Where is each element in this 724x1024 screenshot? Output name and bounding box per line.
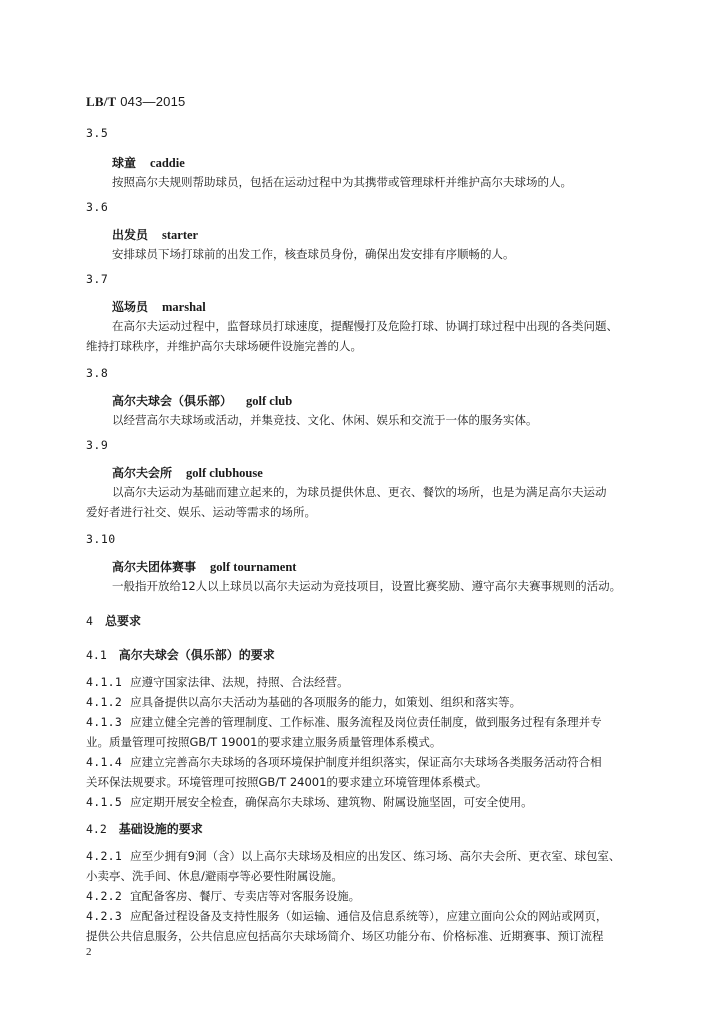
clause-text: 应定期开展安全检查，确保高尔夫球场、建筑物、附属设施坚固，可安全使用。 (130, 795, 533, 809)
term-english: starter (162, 228, 199, 242)
term-chinese: 出发员 (112, 228, 149, 242)
term-definition-line: 以经营高尔夫球场或活动，并集竞技、文化、休闲、娱乐和交流于一体的服务实体。 (112, 413, 538, 427)
clause-text: 应至少拥有9洞（含）以上高尔夫球场及相应的出发区、练习场、高尔夫会所、更衣室、球包室、 (130, 849, 621, 863)
clause-paragraph (86, 712, 602, 732)
subsection-heading (86, 820, 203, 837)
subsection-title: 高尔夫球会（俱乐部）的要求 (118, 648, 275, 662)
clause-number: 4.2.3 (86, 909, 123, 923)
section-title: 总要求 (104, 614, 141, 628)
subsection-number: 4.1 (86, 648, 107, 662)
clause-text: 宜配备客房、餐厅、专卖店等对客服务设施。 (130, 889, 361, 903)
clause-paragraph (86, 886, 360, 906)
term-chinese: 高尔夫团体赛事 (112, 560, 197, 574)
clause-number: 4.1.4 (86, 755, 123, 769)
clause-paragraph (86, 846, 620, 866)
clause-number: 4.2.2 (86, 889, 123, 903)
term-heading (112, 392, 292, 409)
clause-number: 3.10 (86, 532, 116, 546)
clause-number: 4.1.2 (86, 695, 123, 709)
clause-text-continued: 提供公共信息服务，公共信息应包括高尔夫球场简介、场区功能分布、价格标准、近期赛事、预订流程 (86, 929, 604, 943)
standard-header (86, 94, 185, 110)
clause-paragraph (86, 692, 521, 712)
clause-text: 应遵守国家法律、法规，持照、合法经营。 (130, 675, 349, 689)
term-definition-line: 爱好者进行社交、娱乐、运动等需求的场所。 (86, 505, 316, 519)
clause-text: 应建立完善高尔夫球场的各项环境保护制度并组织落实，保证高尔夫球场各类服务活动符合相 (130, 755, 602, 769)
subsection-number: 4.2 (86, 822, 107, 836)
clause-text-continued: 关环保法规要求。环境管理可按照GB/T 24001的要求建立环境管理体系模式。 (86, 775, 488, 789)
clause-number: 4.1.1 (86, 675, 123, 689)
clause-text: 应配备过程设备及支持性服务（如运输、通信及信息系统等），应建立面向公众的网站或网页， (130, 909, 608, 923)
clause-text-continued: 业。质量管理可按照GB/T 19001的要求建立服务质量管理体系模式。 (86, 735, 442, 749)
clause-paragraph (86, 792, 533, 812)
term-definition-line: 维持打球秩序，并维护高尔夫球场硬件设施完善的人。 (86, 339, 362, 353)
term-chinese: 球童 (112, 156, 137, 170)
term-english: golf club (246, 394, 293, 408)
section-heading (86, 612, 141, 629)
clause-number: 3.8 (86, 366, 109, 380)
term-heading (112, 558, 296, 575)
term-chinese: 高尔夫会所 (112, 466, 173, 480)
term-definition-line: 以高尔夫运动为基础而建立起来的，为球员提供休息、更衣、餐饮的场所，也是为满足高尔夫运动 (112, 485, 607, 499)
term-english: marshal (162, 300, 206, 314)
clause-paragraph (86, 906, 607, 926)
term-definition-line: 按照高尔夫规则帮助球员，包括在运动过程中为其携带或管理球杆并维护高尔夫球场的人。 (112, 175, 572, 189)
subsection-heading (86, 646, 275, 663)
clause-text: 应具备提供以高尔夫活动为基础的各项服务的能力，如策划、组织和落实等。 (130, 695, 522, 709)
clause-number: 4.1.5 (86, 795, 123, 809)
subsection-title: 基础设施的要求 (118, 822, 203, 836)
standard-code: 043—2015 (120, 94, 186, 109)
clause-number: 4.2.1 (86, 849, 123, 863)
clause-number: 3.9 (86, 438, 109, 452)
clause-number: 3.6 (86, 200, 109, 214)
term-definition-line: 在高尔夫运动过程中，监督球员打球速度，提醒慢打及危险打球、协调打球过程中出现的各类问题、 (112, 319, 618, 333)
clause-paragraph (86, 672, 349, 692)
clause-number: 4.1.3 (86, 715, 123, 729)
term-english: golf clubhouse (186, 466, 263, 480)
clause-number: 3.5 (86, 126, 109, 140)
term-chinese: 巡场员 (112, 300, 149, 314)
term-definition-line: 安排球员下场打球前的出发工作，核查球员身份，确保出发安排有序顺畅的人。 (112, 247, 515, 261)
term-chinese: 高尔夫球会（俱乐部） (112, 394, 233, 408)
term-definition-line: 一般指开放给12人以上球员以高尔夫运动为竞技项目，设置比赛奖励、遵守高尔夫赛事规则的活动。 (112, 579, 622, 593)
standard-prefix: LB/T (86, 94, 117, 109)
term-heading (112, 464, 263, 481)
clause-text: 应建立健全完善的管理制度、工作标准、服务流程及岗位责任制度，做到服务过程有条理并专 (130, 715, 602, 729)
term-heading (112, 226, 198, 243)
clause-text-continued: 小卖亭、洗手间、休息/避雨亭等必要性附属设施。 (86, 869, 343, 883)
clause-number: 3.7 (86, 272, 109, 286)
term-heading (112, 298, 206, 315)
term-heading (112, 154, 185, 171)
section-number: 4 (86, 614, 93, 628)
page-number: 2 (86, 946, 92, 958)
clause-paragraph (86, 752, 602, 772)
term-english: caddie (150, 156, 185, 170)
term-english: golf tournament (210, 560, 297, 574)
